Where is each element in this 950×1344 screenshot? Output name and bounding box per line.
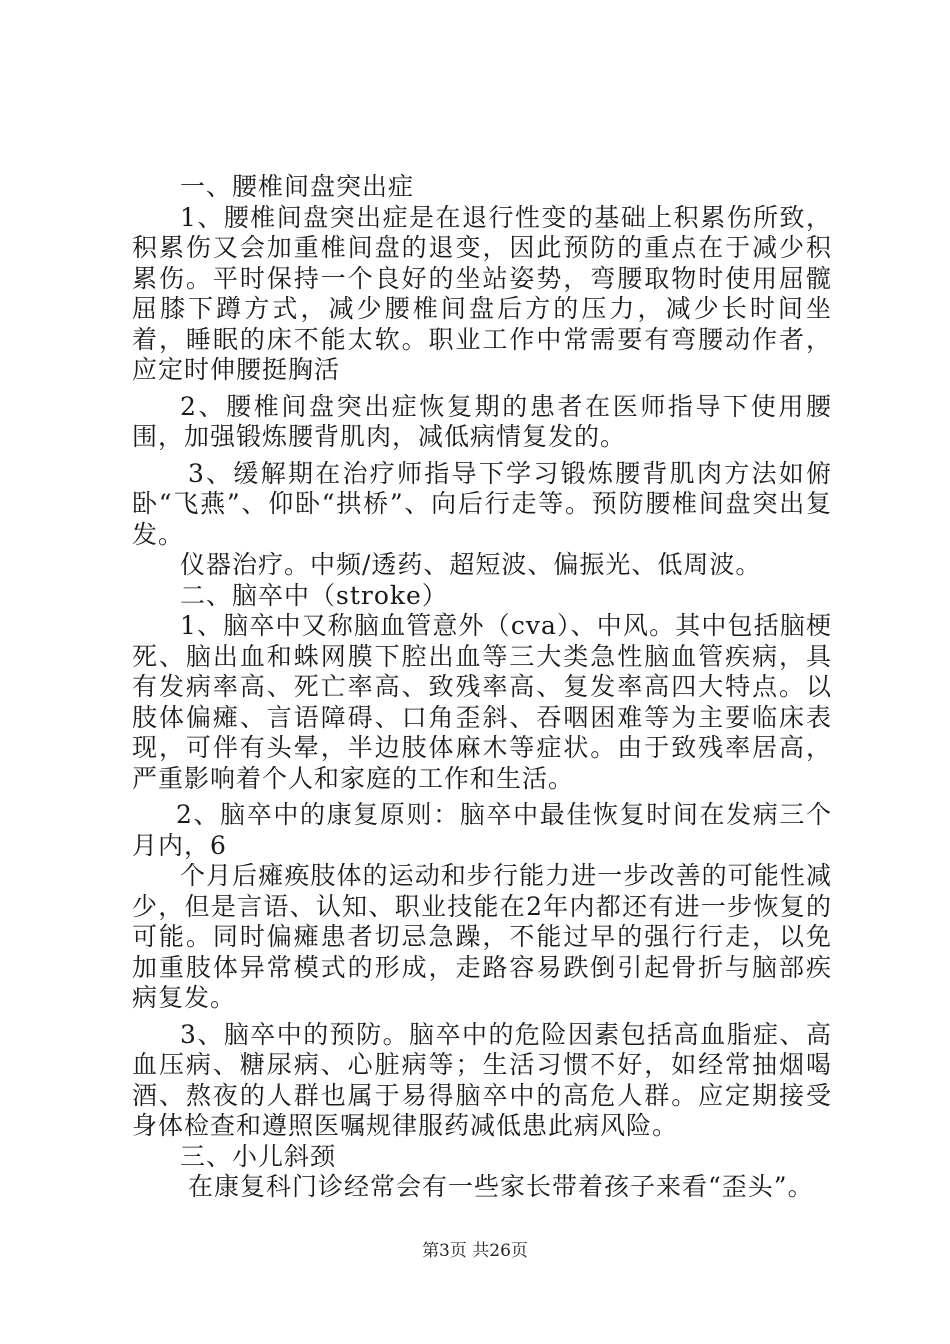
section-heading-stroke: 二、脑卒中（stroke） [180, 580, 448, 610]
paragraph-lumbar-recovery: 2、腰椎间盘突出症恢复期的患者在医师指导下使用腰围，加强锻炼腰背肌肉，减低病情复发的。 [132, 391, 832, 451]
paragraph-stroke-definition: 1、脑卒中又称脑血管意外（cva）、中风。其中包括脑梗死、脑出血和蛛网膜下腔出血等三大类急性脑血管疾病，具有发病率高、死亡率高、致残率高、复发率高四大特点。以肢体偏瘫、言语障碍、口角歪斜、吞咽困难等为主要临床表现，可伴有头晕，半边肢体麻木等症状。由于致残率居高，严重影响着个人和家庭的工作和生活。 [132, 611, 832, 793]
paragraph-lumbar-prevention: 1、腰椎间盘突出症是在退行性变的基础上积累伤所致，积累伤又会加重椎间盘的退变，因此预防的重点在于减少积累伤。平时保持一个良好的坐站姿势，弯腰取物时使用屈髋屈膝下蹲方式，减少腰椎间盘后方的压力，减少长时间坐着，睡眠的床不能太软。职业工作中常需要有弯腰动作者，应定时伸腰挺胸活 [132, 202, 832, 384]
paragraph-instrument-therapy: 仪器治疗。中频/透药、超短波、偏振光、低周波。 [180, 550, 762, 579]
paragraph-stroke-prevention: 3、脑卒中的预防。脑卒中的危险因素包括高血脂症、高血压病、糖尿病、心脏病等；生活习惯不好，如经常抽烟喝酒、熬夜的人群也属于易得脑卒中的高危人群。应定期接受身体检查和遵照医嘱规律服药减低患此病风险。 [132, 1019, 832, 1140]
section-heading-lumbar-disc: 一、腰椎间盘突出症 [180, 172, 415, 201]
paragraph-stroke-rehab-detail: 个月后瘫痪肢体的运动和步行能力进一步改善的可能性减少，但是言语、认知、职业技能在2年内都还有进一步恢复的可能。同时偏瘫患者切忌急躁，不能过早的强行行走，以免加重肢体异常模式的形成，走路容易跌倒引起骨折与脑部疾病复发。 [132, 861, 832, 1012]
paragraph-torticollis-intro: 在康复科门诊经常会有一些家长带着孩子来看“歪头”。 [188, 1172, 814, 1201]
document-body [132, 172, 832, 1203]
section-heading-torticollis: 三、小儿斜颈 [180, 1141, 337, 1171]
paragraph-lumbar-remission: 3、缓解期在治疗师指导下学习锻炼腰背肌肉方法如俯卧“飞燕”、仰卧“拱桥”、向后行走等。预防腰椎间盘突出复发。 [132, 458, 832, 549]
paragraph-stroke-rehab-principle: 2、脑卒中的康复原则：脑卒中最佳恢复时间在发病三个月内，6 [132, 800, 832, 860]
page-number-footer: 第3页 共26页 [422, 1241, 528, 1261]
